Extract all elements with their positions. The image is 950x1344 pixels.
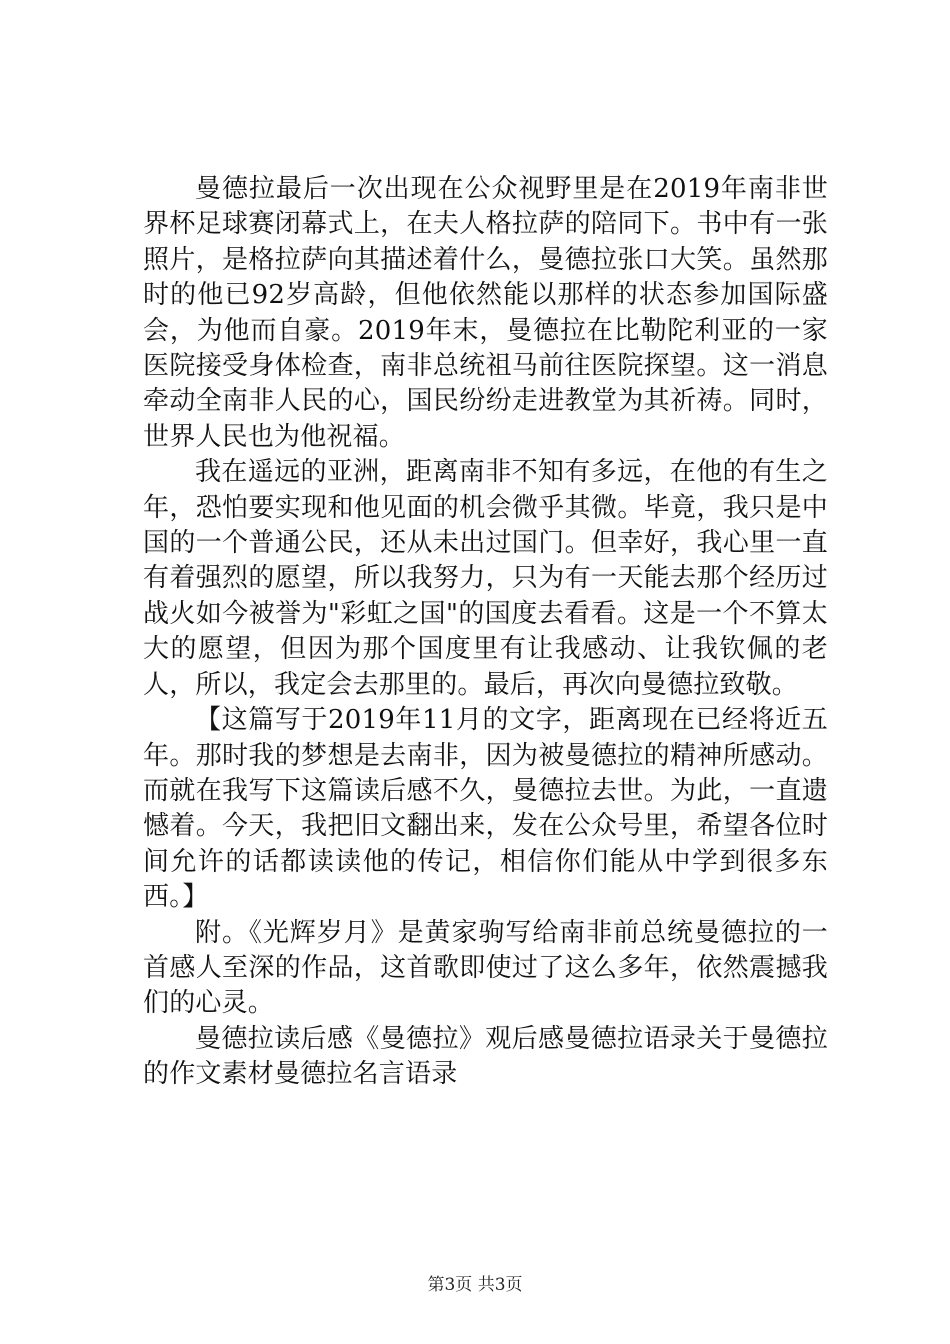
paragraph-appendix-song: 附。《光辉岁月》是黄家驹写给南非前总统曼德拉的一首感人至深的作品，这首歌即使过了这么多年，依然震撼我们的心灵。 [143, 917, 828, 1019]
paragraph-wish-to-visit: 我在遥远的亚洲，距离南非不知有多远，在他的有生之年，恐怕要实现和他见面的机会微乎其微。毕竟，我只是中国的一个普通公民，还从未出过国门。但幸好，我心里一直有着强烈的愿望，所以我努力，只为有一天能去那个经历过战火如今被誉为"彩虹之国"的国度去看看。这是一个不算太大的愿望，但因为那个国度里有让我感动、让我钦佩的老人，所以，我定会去那里的。最后，再次向曼德拉致敬。 [143, 457, 828, 700]
page-number-footer: 第3页 共3页 [427, 1275, 523, 1295]
paragraph-related-keywords: 曼德拉读后感《曼德拉》观后感曼德拉语录关于曼德拉的作文素材曼德拉名言语录 [143, 1023, 828, 1090]
document-body [143, 172, 828, 1093]
paragraph-author-note: 【这篇写于2019年11月的文字，距离现在已经将近五年。那时我的梦想是去南非，因为被曼德拉的精神所感动。而就在我写下这篇读后感不久，曼德拉去世。为此，一直遗憾着。今天，我把旧文翻出来，发在公众号里，希望各位时间允许的话都读读他的传记，相信你们能从中学到很多东西。】 [143, 705, 828, 913]
paragraph-mandela-last-appearance: 曼德拉最后一次出现在公众视野里是在2019年南非世界杯足球赛闭幕式上，在夫人格拉萨的陪同下。书中有一张照片，是格拉萨向其描述着什么，曼德拉张口大笑。虽然那时的他已92岁高龄，但他依然能以那样的状态参加国际盛会，为他而自豪。2019年末，曼德拉在比勒陀利亚的一家医院接受身体检查，南非总统祖马前往医院探望。这一消息牵动全南非人民的心，国民纷纷走进教堂为其祈祷。同时，世界人民也为他祝福。 [143, 174, 828, 452]
